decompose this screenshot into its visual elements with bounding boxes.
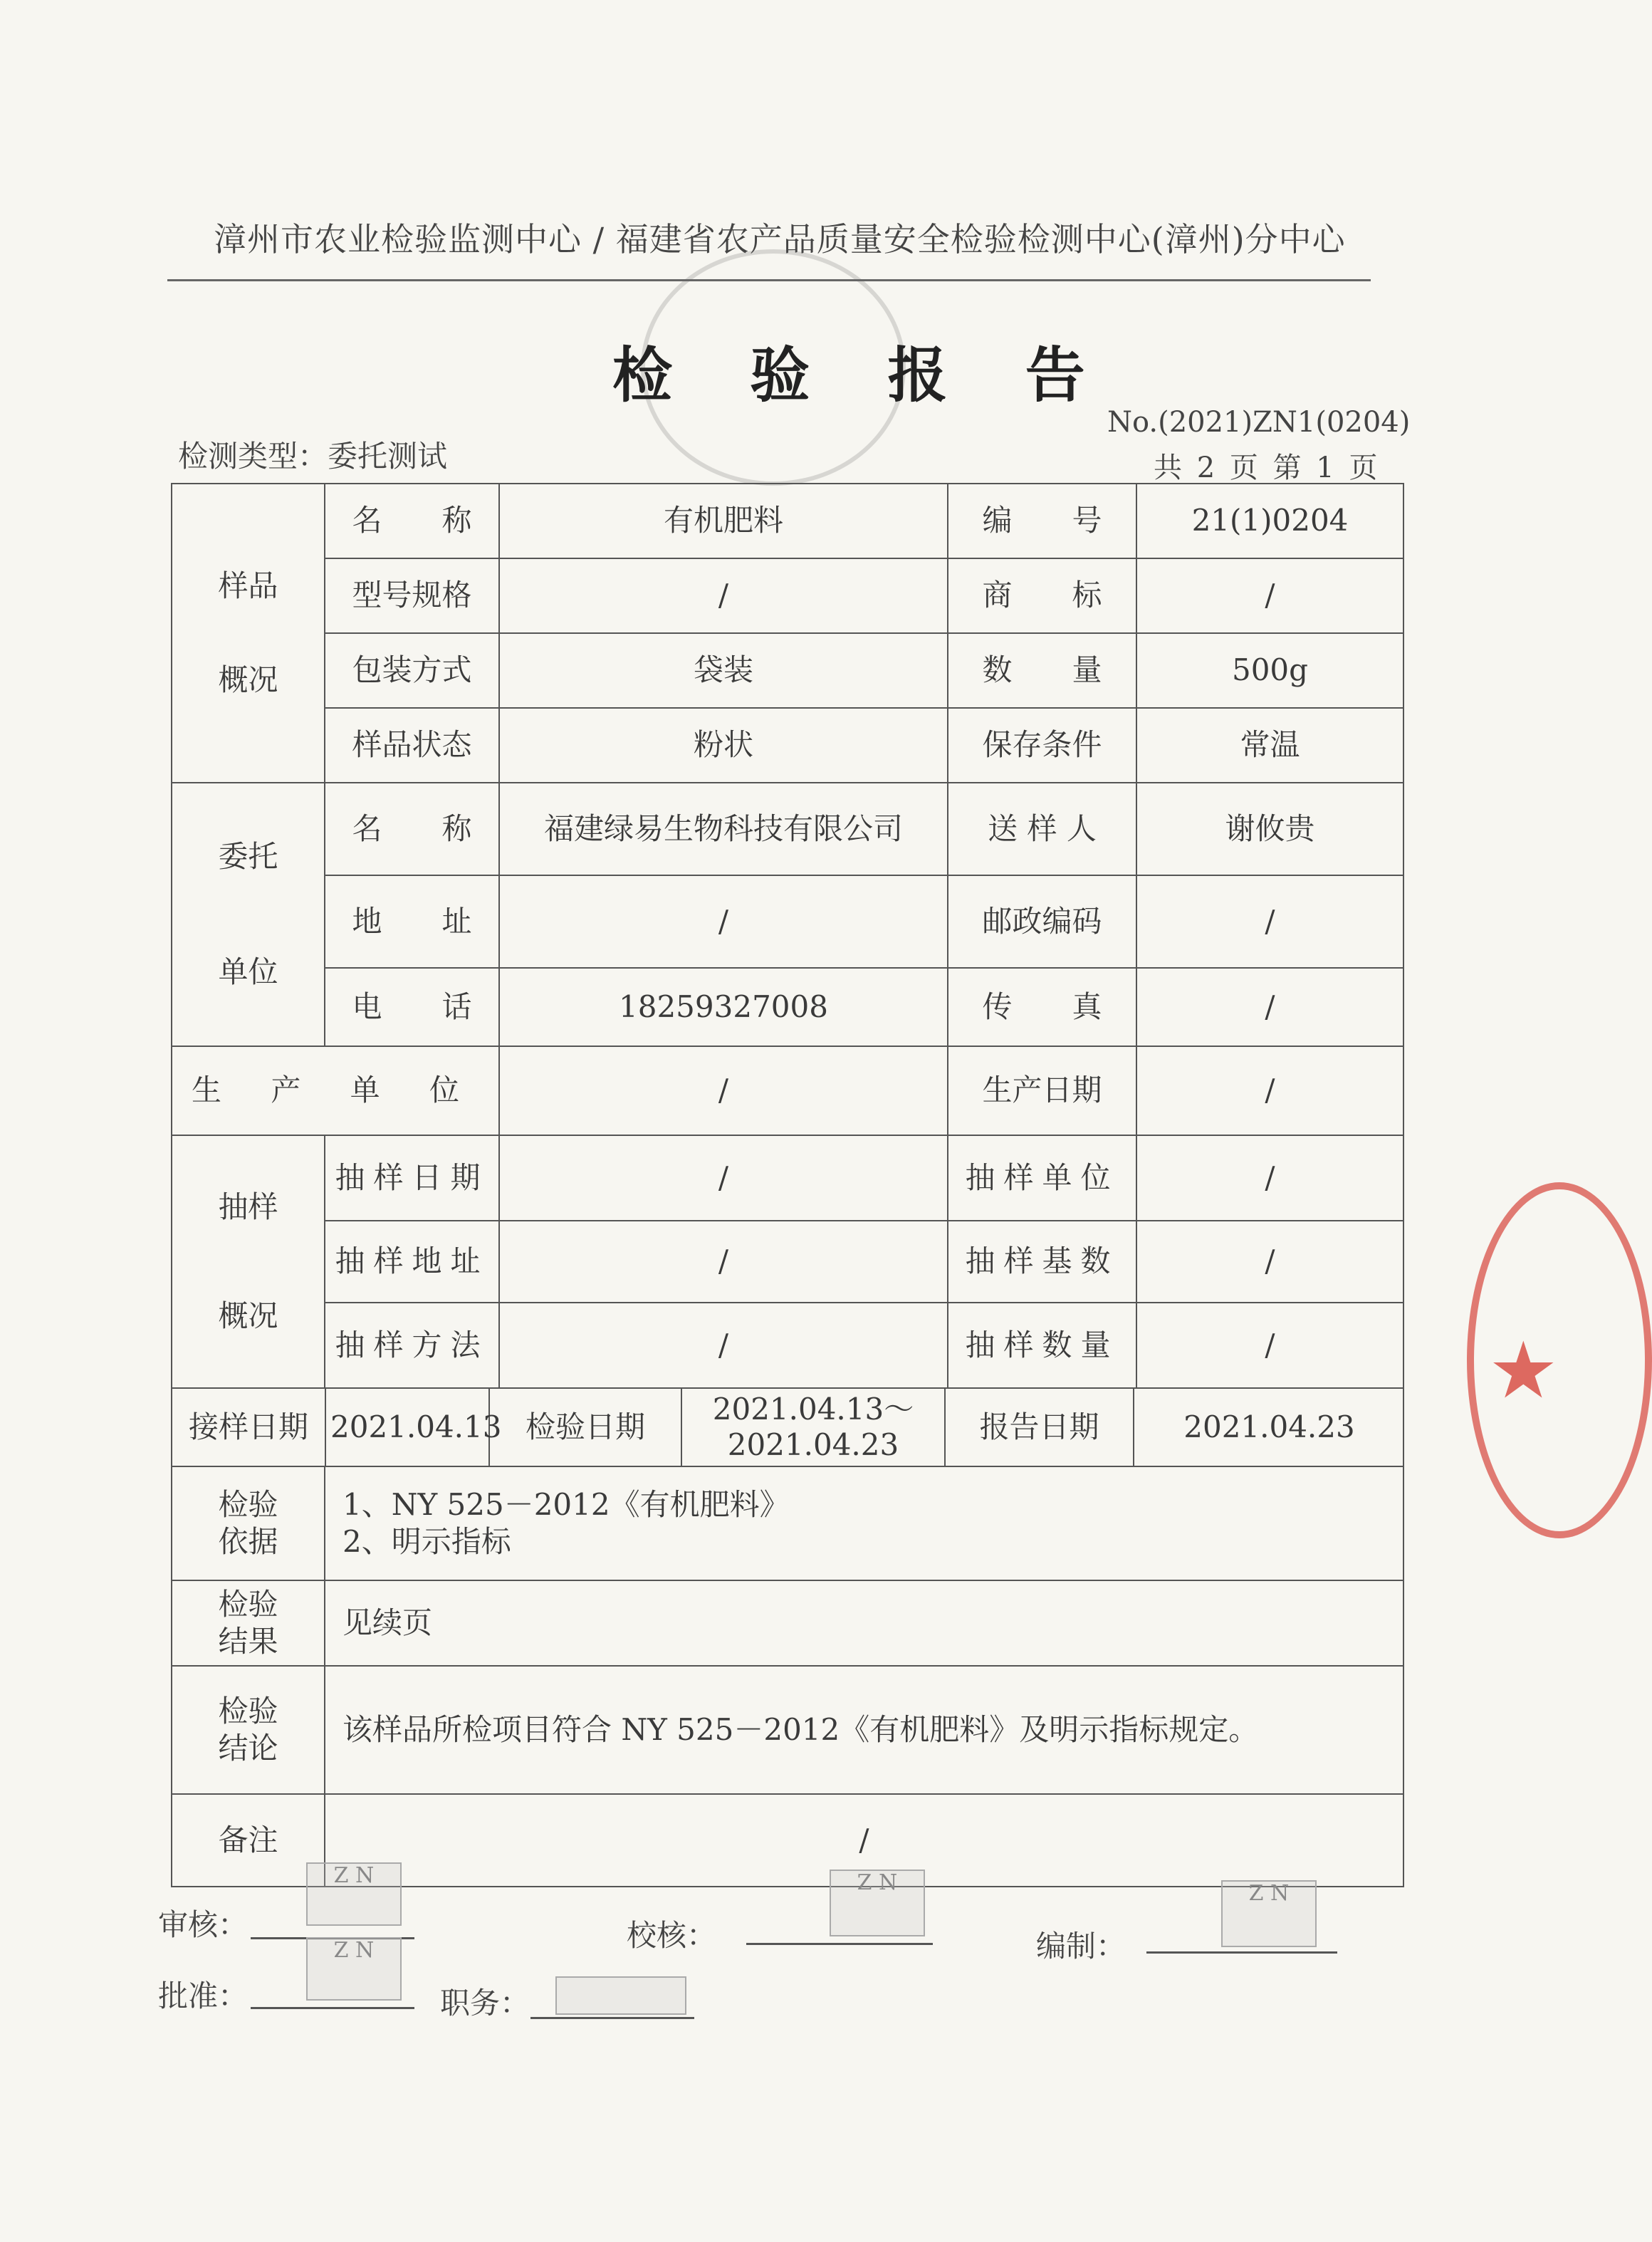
conclusion-value: 该样品所检项目符合 NY 525－2012《有机肥料》及明示指标规定。	[325, 1666, 1403, 1794]
receive-date-label: 接样日期	[172, 1389, 325, 1466]
test-type	[178, 433, 447, 476]
seal-star-icon: ★	[1488, 1325, 1559, 1416]
sampling-unit-label: 抽样单位	[948, 1135, 1136, 1221]
header-divider	[167, 279, 1371, 281]
inspect-date-label: 检验日期	[489, 1389, 681, 1466]
production-date-value: /	[1136, 1046, 1403, 1135]
basis-label: 检验 依据	[172, 1466, 325, 1580]
compile-line	[1146, 1951, 1337, 1954]
sample-name-label: 名 称	[325, 484, 499, 558]
sample-code-value: 21(1)0204	[1136, 484, 1403, 558]
table-row	[172, 875, 1403, 968]
sampling-unit-value: /	[1136, 1135, 1403, 1221]
sample-package-label: 包装方式	[325, 633, 499, 708]
table-row	[172, 1580, 1403, 1666]
client-fax-value: /	[1136, 968, 1403, 1046]
client-address-value: /	[499, 875, 948, 968]
sampling-address-label: 抽样地址	[325, 1221, 499, 1303]
dates-row	[172, 1389, 1404, 1466]
sample-model-label: 型号规格	[325, 558, 499, 633]
client-postcode-label: 邮政编码	[948, 875, 1136, 968]
approve-line	[251, 2007, 414, 2009]
result-label: 检验 结果	[172, 1580, 325, 1666]
report-date-label: 报告日期	[945, 1389, 1134, 1466]
sample-state-label: 样品状态	[325, 708, 499, 783]
test-type-label: 检测类型：	[178, 439, 328, 474]
sample-brand-label: 商 标	[948, 558, 1136, 633]
check-signature-stamp: Z N	[830, 1870, 925, 1936]
approve-label: 批准：	[158, 1978, 249, 2013]
report-date-value: 2021.04.23	[1183, 1409, 1355, 1444]
table-row	[172, 783, 1403, 875]
check-line	[746, 1943, 933, 1945]
sampling-date-value: /	[499, 1135, 948, 1221]
table-row	[172, 484, 1403, 558]
table-row	[172, 1221, 1403, 1303]
sampling-method-value: /	[499, 1303, 948, 1388]
sampling-count-label: 抽样数量	[948, 1303, 1136, 1388]
basis-value: 1、NY 525－2012《有机肥料》 2、明示指标	[325, 1466, 1403, 1580]
table-row	[172, 708, 1403, 783]
inspect-date-value: 2021.04.13～ 2021.04.23	[681, 1389, 945, 1466]
sample-code-label: 编 号	[948, 484, 1136, 558]
production-unit-label: 生 产 单 位	[172, 1046, 499, 1135]
remark-label: 备注	[172, 1794, 325, 1887]
approve-signature-stamp: Z N	[306, 1937, 402, 2001]
client-name-label: 名 称	[325, 783, 499, 875]
table-row	[172, 633, 1403, 708]
production-unit-value: /	[499, 1046, 948, 1135]
sample-storage-label: 保存条件	[948, 708, 1136, 783]
sample-name-value: 有机肥料	[499, 484, 948, 558]
client-sender-value: 谢攸贵	[1136, 783, 1403, 875]
page-indicator: 共 2 页 第 1 页	[1154, 452, 1381, 484]
compile-label: 编制：	[1036, 1929, 1126, 1964]
sample-brand-value: /	[1136, 558, 1403, 633]
report-number: No.(2021)ZN1(0204)	[1107, 406, 1411, 439]
table-row	[172, 558, 1403, 633]
test-type-value: 委托测试	[328, 439, 448, 474]
sampling-base-value: /	[1136, 1221, 1403, 1303]
sample-group-label: 样品 概况	[172, 484, 325, 783]
sampling-date-label: 抽样日期	[325, 1135, 499, 1221]
client-phone-label: 电 话	[325, 968, 499, 1046]
client-group-label: 委托 单位	[172, 783, 325, 1046]
sampling-method-label: 抽样方法	[325, 1303, 499, 1388]
client-name-value: 福建绿易生物科技有限公司	[499, 783, 948, 875]
sample-model-value: /	[499, 558, 948, 633]
review-signature-stamp: Z N	[306, 1862, 402, 1926]
sample-qty-value: 500g	[1136, 633, 1403, 708]
position-stamp	[555, 1976, 686, 2015]
client-sender-label: 送 样 人	[948, 783, 1136, 875]
position-label: 职务：	[440, 1986, 530, 2021]
receive-date-value: 2021.04.13	[325, 1389, 489, 1466]
table-row	[172, 968, 1403, 1046]
table-row	[172, 1303, 1403, 1388]
result-value: 见续页	[325, 1580, 1403, 1666]
check-label: 校核：	[627, 1918, 717, 1953]
position-line	[530, 2017, 694, 2019]
table-row	[172, 1388, 1403, 1466]
table-row	[172, 1135, 1403, 1221]
sampling-base-label: 抽样基数	[948, 1221, 1136, 1303]
client-address-label: 地 址	[325, 875, 499, 968]
page-title: 检 验 报 告	[612, 340, 1114, 410]
organization-name: 漳州市农业检验监测中心 / 福建省农产品质量安全检验检测中心(漳州)分中心	[214, 220, 1346, 259]
sample-package-value: 袋装	[499, 633, 948, 708]
sample-qty-label: 数 量	[948, 633, 1136, 708]
table-row	[172, 1046, 1403, 1135]
sample-state-value: 粉状	[499, 708, 948, 783]
sampling-group-label: 抽样 概况	[172, 1135, 325, 1388]
conclusion-label: 检验 结论	[172, 1666, 325, 1794]
client-fax-label: 传 真	[948, 968, 1136, 1046]
client-postcode-value: /	[1136, 875, 1403, 968]
table-row	[172, 1466, 1403, 1580]
table-row	[172, 1666, 1403, 1794]
review-label: 审核：	[158, 1907, 249, 1942]
production-date-label: 生产日期	[948, 1046, 1136, 1135]
report-table	[171, 483, 1404, 1887]
remark-value: /	[325, 1794, 1403, 1887]
sample-storage-value: 常温	[1136, 708, 1403, 783]
sampling-count-value: /	[1136, 1303, 1403, 1388]
client-phone-value: 18259327008	[499, 968, 948, 1046]
compile-signature-stamp: Z N	[1221, 1880, 1317, 1947]
sampling-address-value: /	[499, 1221, 948, 1303]
